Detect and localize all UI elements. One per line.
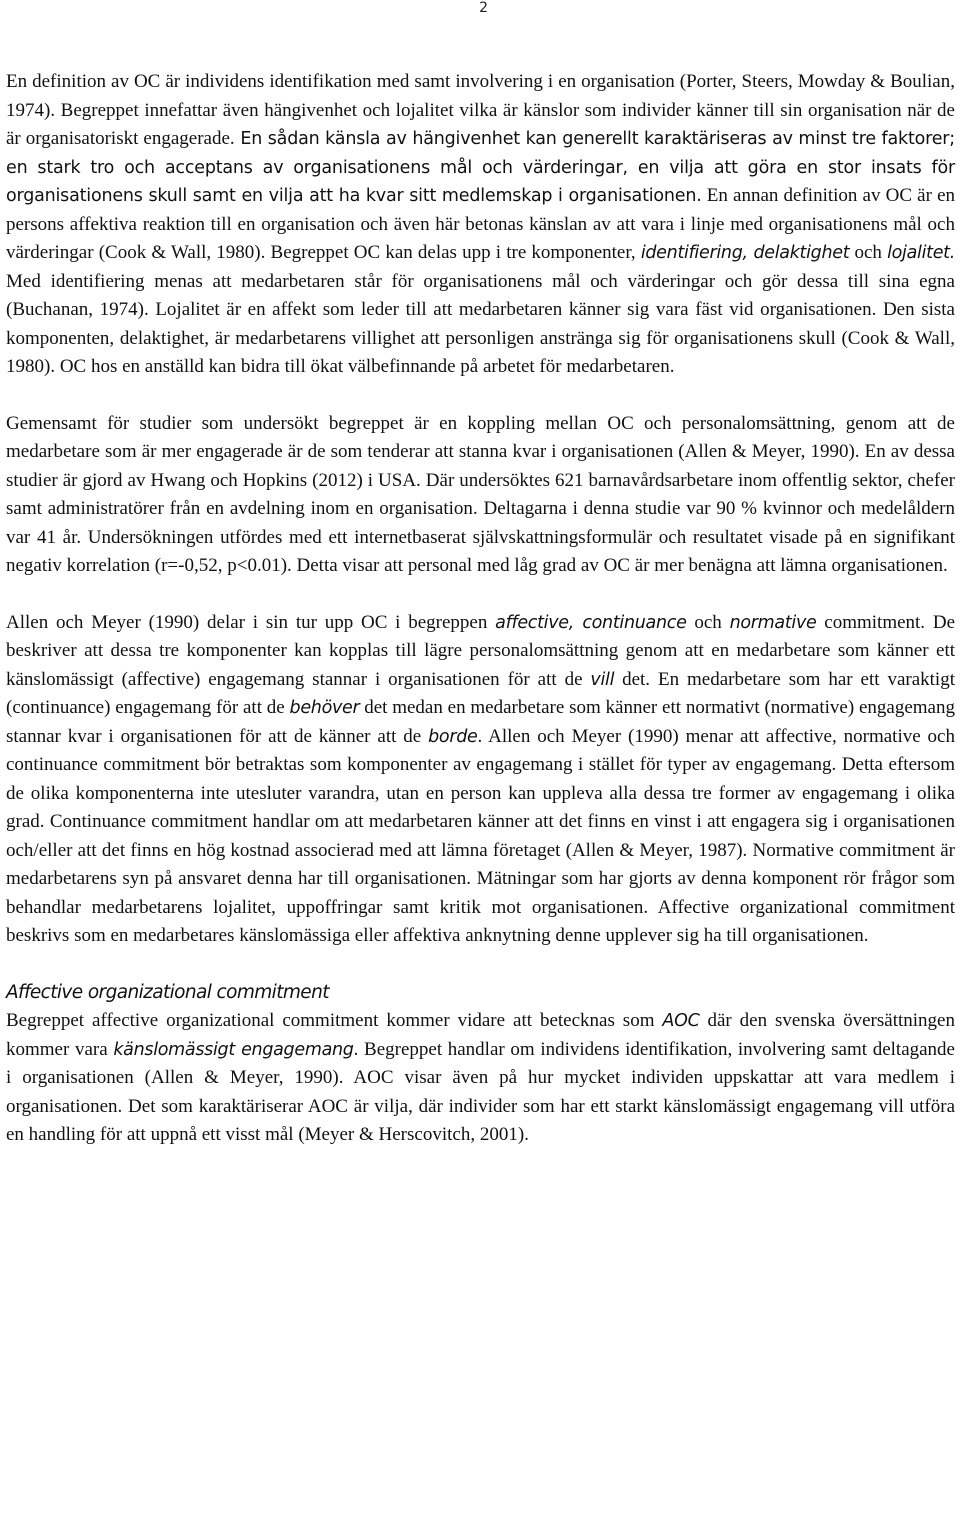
paragraph-text: där den svenska översättningen kommer vara xyxy=(6,1010,955,1060)
paragraph-text: Begreppet affective organizational commitment kommer vidare att betecknas som xyxy=(6,1010,663,1031)
section-heading: Affective organizational commitment xyxy=(6,981,329,1003)
emphasis-term: AOC xyxy=(662,1011,700,1031)
document-body xyxy=(6,68,955,1150)
emphasis-term: affective, continuance xyxy=(495,612,687,633)
emphasis-term: känslomässigt engagemang xyxy=(113,1039,354,1060)
paragraph-gap xyxy=(6,581,955,609)
paragraph-text: och xyxy=(686,611,730,633)
paragraph-text: En sådan känsla av hängivenhet kan generellt karaktäriseras av minst tre faktorer; en stark tro och acceptans av organisationens mål och värderingar, en vilja att göra en stor insats för organisationens skull samt en vilja att ha kvar sitt medlemskap i organisationen. xyxy=(6,129,955,206)
paragraph-text: det medan en medarbetare som känner ett normativt (normative) engagemang stannar kvar i organisationen för att de känner att de xyxy=(6,697,955,747)
paragraph-text: och xyxy=(849,242,888,263)
paragraph-text: . Allen och Meyer (1990) menar att affective, normative och continuance commitment bör betraktas som komponenter av engagemang i stället för typer av engagemang. Detta eftersom de olika komponenterna inte utesluter varandra, utan en person kan uppleva alla dessa tre former av engagemang i olika grad. Continuance commitment handlar om att medarbetaren känner att det finns en vinst i att engagera sig i organisationen och/eller att det finns en hög kostnad associerad med att lämna företaget (Allen & Meyer, 1987). Normative commitment är medarbetarens syn på ansvaret denna har till organisationen. Mätningar som har gjorts av denna komponent rör frågor som behandlar medarbetarens lojalitet, uppoffringar samt kritik mot organisationen. Affective organizational commitment beskrivs som en medarbetares känslomässiga eller affektiva anknytning denne upplever sig ha till organisationen. xyxy=(6,725,955,946)
paragraph-oc-definition xyxy=(6,68,955,382)
paragraph-text: Gemensamt för studier som undersökt begreppet är en koppling mellan OC och personalomsättning, genom att de medarbetare som är mer engagerade är de som tenderar att stanna kvar i organisationen (Allen & Meyer, 1990). En av dessa studier är gjord av Hwang och Hopkins (2012) i USA. Där undersöktes 621 barnavårdsarbetare inom offentlig sektor, chefer samt administratörer från en avdelning inom en organisation. Deltagarna i denna studie var 90 % kvinnor och medelåldern var 41 år. Undersökningen utfördes med ett internetbaserat självskattningsformulär och resultatet visade på en signifikant negativ korrelation (r=-0,52, p<0.01). Detta visar att personal med låg grad av OC är mer benägna att lämna organisationen. xyxy=(6,412,955,576)
emphasis-term: normative xyxy=(729,612,817,633)
paragraph-text: commitment. De beskriver att dessa tre komponenter kan kopplas till lägre personalomsättning genom att en medarbetare som känner ett känslomässigt (affective) engagemang stannar i organisationen för att de xyxy=(6,611,956,690)
emphasis-term: lojalitet. xyxy=(887,243,955,263)
paragraph-personalomsattning xyxy=(6,410,955,581)
paragraph-aoc xyxy=(6,1007,955,1150)
paragraph-text: En definition av OC är individens identifikation med samt involvering i en organisation (Porter, Steers, Mowday & Boulian, 1974). Begreppet innefattar även hängivenhet och lojalitet vilka är känslor som individer känner till sin organisation när de är organisatoriskt engagerade. xyxy=(6,71,955,149)
paragraph-text: En annan definition av OC är en persons affektiva reaktion till en organisation och även här betonas känslan av att vara i linje med organisationens mål och värderingar (Cook & Wall, 1980). Begreppet OC kan delas upp i tre komponenter, xyxy=(6,185,955,263)
emphasis-term: behöver xyxy=(289,698,360,718)
page-number: 2 xyxy=(479,0,488,16)
paragraph-allen-meyer xyxy=(6,609,955,951)
emphasis-term: borde xyxy=(428,726,478,747)
paragraph-text: Allen och Meyer (1990) delar i sin tur upp OC i begreppen xyxy=(6,611,496,633)
paragraph-text: Med identifiering menas att medarbetaren står för organisationens mål och värderingar och gör dessa till sina egna (Buchanan, 1974). Lojalitet är en affekt som leder till att medarbetaren känner sig vara fäst vid organisationen. Den sista komponenten, delaktighet, är medarbetarens villighet att personligen anstränga sig för organisationens skull (Cook & Wall, 1980). OC hos en anställd kan bidra till ökat välbefinnande på arbetet för medarbetaren. xyxy=(6,270,955,377)
paragraph-gap xyxy=(6,382,955,410)
emphasis-term: identifiering, delaktighet xyxy=(640,243,850,263)
paragraph-text: det. En medarbetare som har ett varaktigt (continuance) engagemang för att de xyxy=(6,668,955,718)
emphasis-term: vill xyxy=(590,669,615,690)
paragraph-text: . Begreppet handlar om individens identifikation, involvering samt deltagande i organisationen (Allen & Meyer, 1990). AOC visar även på hur mycket individen uppskattar att vara medlem i organisationen. Det som karaktäriserar AOC är vilja, där individer som har ett starkt känslomässigt engagemang vill utföra en handling för att uppnå ett visst mål (Meyer & Herscovitch, 2001). xyxy=(6,1038,955,1145)
paragraph-gap xyxy=(6,951,955,979)
